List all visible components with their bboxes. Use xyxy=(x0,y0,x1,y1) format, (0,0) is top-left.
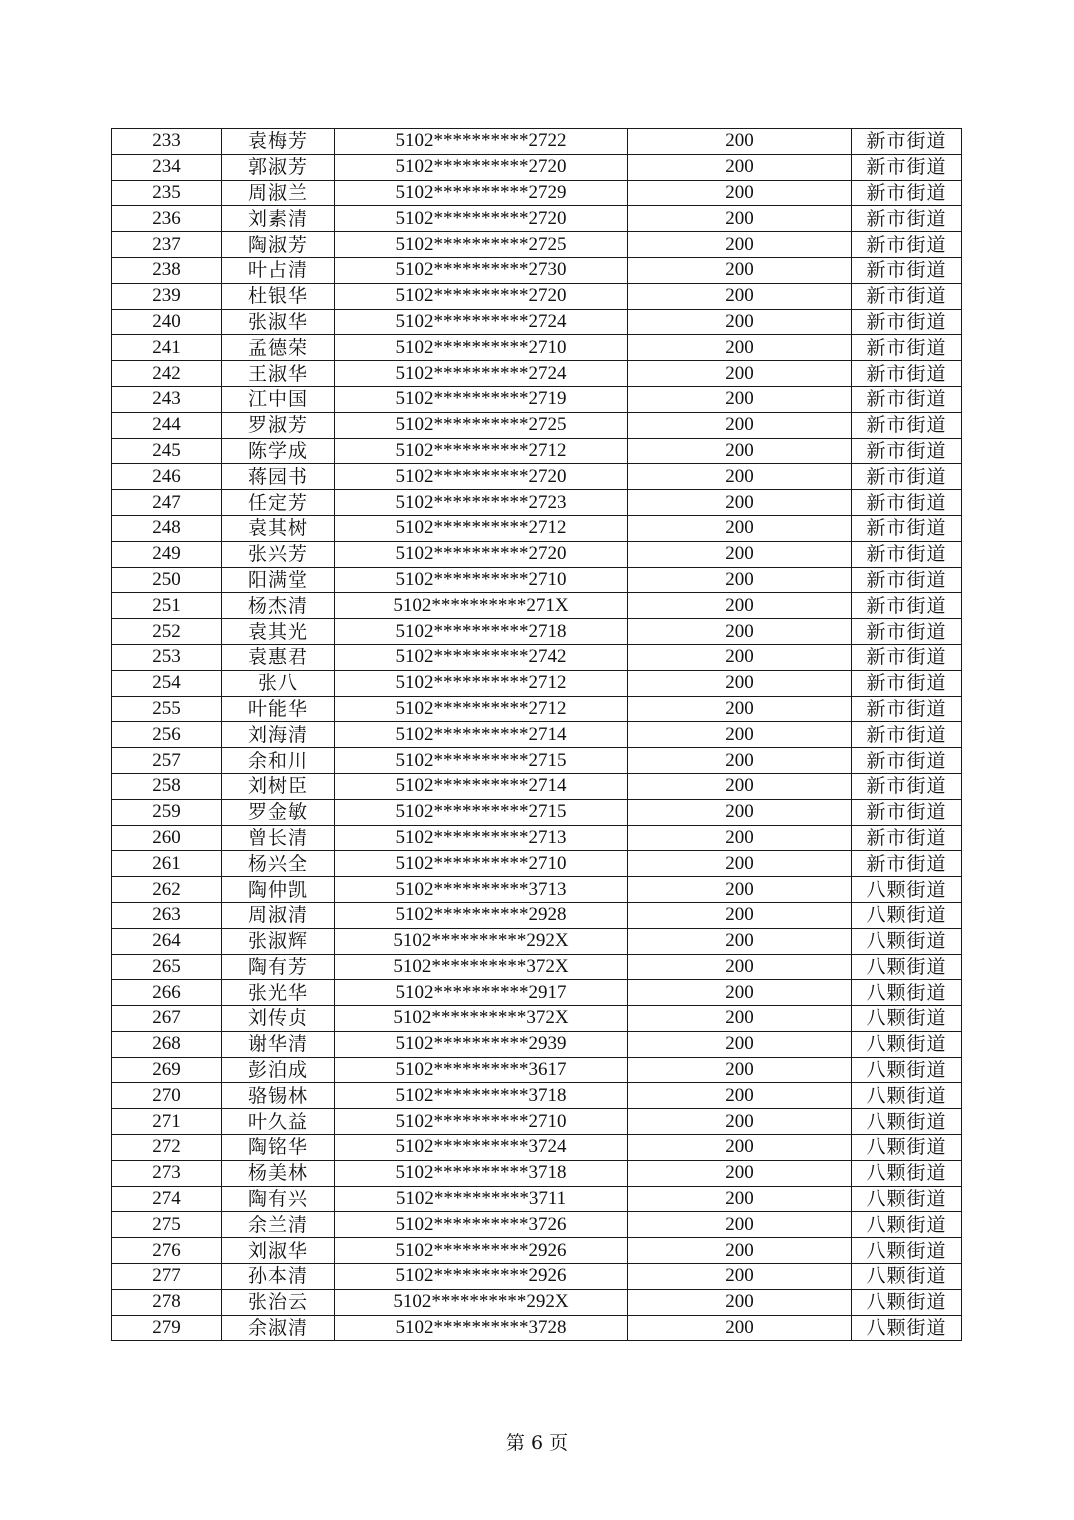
amount-cell: 200 xyxy=(628,309,852,335)
person-name-cell: 刘淑华 xyxy=(222,1238,335,1264)
id-number-cell: 5102**********2722 xyxy=(335,129,628,155)
person-name-cell: 张兴芳 xyxy=(222,541,335,567)
id-number-cell: 5102**********372X xyxy=(335,954,628,980)
id-number-cell: 5102**********2712 xyxy=(335,696,628,722)
street-area-cell: 八颗街道 xyxy=(852,928,962,954)
id-number-cell: 5102**********2712 xyxy=(335,670,628,696)
amount-cell: 200 xyxy=(628,490,852,516)
person-name-cell: 叶能华 xyxy=(222,696,335,722)
id-number-cell: 5102**********2719 xyxy=(335,386,628,412)
amount-cell: 200 xyxy=(628,361,852,387)
id-number-cell: 5102**********2714 xyxy=(335,773,628,799)
id-number-cell: 5102**********2729 xyxy=(335,180,628,206)
table-row xyxy=(112,773,962,799)
row-number-cell: 279 xyxy=(112,1315,222,1341)
table-row xyxy=(112,877,962,903)
id-number-cell: 5102**********2714 xyxy=(335,722,628,748)
table-row xyxy=(112,1212,962,1238)
street-area-cell: 八颗街道 xyxy=(852,980,962,1006)
person-name-cell: 罗金敏 xyxy=(222,799,335,825)
table-row xyxy=(112,180,962,206)
person-name-cell: 孙本清 xyxy=(222,1264,335,1290)
row-number-cell: 265 xyxy=(112,954,222,980)
amount-cell: 200 xyxy=(628,541,852,567)
id-number-cell: 5102**********3726 xyxy=(335,1212,628,1238)
street-area-cell: 新市街道 xyxy=(852,464,962,490)
amount-cell: 200 xyxy=(628,619,852,645)
person-name-cell: 叶占清 xyxy=(222,257,335,283)
person-name-cell: 杨美林 xyxy=(222,1160,335,1186)
person-name-cell: 张光华 xyxy=(222,980,335,1006)
person-name-cell: 袁梅芳 xyxy=(222,129,335,155)
street-area-cell: 八颗街道 xyxy=(852,1006,962,1032)
street-area-cell: 八颗街道 xyxy=(852,902,962,928)
row-number-cell: 255 xyxy=(112,696,222,722)
person-name-cell: 刘树臣 xyxy=(222,773,335,799)
id-number-cell: 5102**********2715 xyxy=(335,799,628,825)
id-number-cell: 5102**********2926 xyxy=(335,1238,628,1264)
table-row xyxy=(112,954,962,980)
street-area-cell: 八颗街道 xyxy=(852,1315,962,1341)
id-number-cell: 5102**********2720 xyxy=(335,206,628,232)
row-number-cell: 244 xyxy=(112,412,222,438)
table-row xyxy=(112,283,962,309)
row-number-cell: 252 xyxy=(112,619,222,645)
table-row xyxy=(112,232,962,258)
street-area-cell: 新市街道 xyxy=(852,799,962,825)
street-area-cell: 新市街道 xyxy=(852,335,962,361)
street-area-cell: 新市街道 xyxy=(852,644,962,670)
id-number-cell: 5102**********3718 xyxy=(335,1083,628,1109)
person-name-cell: 刘素清 xyxy=(222,206,335,232)
person-name-cell: 周淑清 xyxy=(222,902,335,928)
table-row xyxy=(112,567,962,593)
person-name-cell: 陶淑芳 xyxy=(222,232,335,258)
id-number-cell: 5102**********3728 xyxy=(335,1315,628,1341)
id-number-cell: 5102**********2917 xyxy=(335,980,628,1006)
amount-cell: 200 xyxy=(628,335,852,361)
id-number-cell: 5102**********2928 xyxy=(335,902,628,928)
row-number-cell: 234 xyxy=(112,154,222,180)
id-number-cell: 5102**********2720 xyxy=(335,464,628,490)
row-number-cell: 245 xyxy=(112,438,222,464)
street-area-cell: 新市街道 xyxy=(852,619,962,645)
street-area-cell: 八颗街道 xyxy=(852,877,962,903)
amount-cell: 200 xyxy=(628,232,852,258)
person-name-cell: 蒋园书 xyxy=(222,464,335,490)
street-area-cell: 新市街道 xyxy=(852,593,962,619)
id-number-cell: 5102**********3718 xyxy=(335,1160,628,1186)
table-row xyxy=(112,696,962,722)
amount-cell: 200 xyxy=(628,386,852,412)
table-row xyxy=(112,644,962,670)
table-row xyxy=(112,206,962,232)
id-number-cell: 5102**********2712 xyxy=(335,515,628,541)
street-area-cell: 新市街道 xyxy=(852,283,962,309)
row-number-cell: 269 xyxy=(112,1057,222,1083)
street-area-cell: 新市街道 xyxy=(852,206,962,232)
id-number-cell: 5102**********292X xyxy=(335,928,628,954)
row-number-cell: 254 xyxy=(112,670,222,696)
id-number-cell: 5102**********2742 xyxy=(335,644,628,670)
row-number-cell: 235 xyxy=(112,180,222,206)
table-row xyxy=(112,902,962,928)
row-number-cell: 276 xyxy=(112,1238,222,1264)
subsidy-roster-table xyxy=(111,128,962,1341)
table-row xyxy=(112,1109,962,1135)
amount-cell: 200 xyxy=(628,1315,852,1341)
row-number-cell: 242 xyxy=(112,361,222,387)
street-area-cell: 新市街道 xyxy=(852,825,962,851)
id-number-cell: 5102**********2712 xyxy=(335,438,628,464)
table-row xyxy=(112,154,962,180)
id-number-cell: 5102**********2713 xyxy=(335,825,628,851)
amount-cell: 200 xyxy=(628,257,852,283)
page-number: 第 6 页 xyxy=(505,1432,569,1454)
person-name-cell: 阳满堂 xyxy=(222,567,335,593)
amount-cell: 200 xyxy=(628,1212,852,1238)
row-number-cell: 243 xyxy=(112,386,222,412)
table-row xyxy=(112,1160,962,1186)
person-name-cell: 杨兴全 xyxy=(222,851,335,877)
street-area-cell: 新市街道 xyxy=(852,386,962,412)
table-row xyxy=(112,309,962,335)
table-row xyxy=(112,928,962,954)
person-name-cell: 余淑清 xyxy=(222,1315,335,1341)
amount-cell: 200 xyxy=(628,1109,852,1135)
table-row xyxy=(112,257,962,283)
amount-cell: 200 xyxy=(628,464,852,490)
amount-cell: 200 xyxy=(628,1083,852,1109)
person-name-cell: 陶铭华 xyxy=(222,1135,335,1161)
person-name-cell: 袁其光 xyxy=(222,619,335,645)
table-row xyxy=(112,1238,962,1264)
street-area-cell: 新市街道 xyxy=(852,361,962,387)
row-number-cell: 240 xyxy=(112,309,222,335)
row-number-cell: 239 xyxy=(112,283,222,309)
row-number-cell: 247 xyxy=(112,490,222,516)
id-number-cell: 5102**********2724 xyxy=(335,361,628,387)
row-number-cell: 262 xyxy=(112,877,222,903)
street-area-cell: 八颗街道 xyxy=(852,1160,962,1186)
row-number-cell: 264 xyxy=(112,928,222,954)
id-number-cell: 5102**********2730 xyxy=(335,257,628,283)
person-name-cell: 谢华清 xyxy=(222,1031,335,1057)
person-name-cell: 张淑华 xyxy=(222,309,335,335)
table-row xyxy=(112,129,962,155)
row-number-cell: 271 xyxy=(112,1109,222,1135)
street-area-cell: 新市街道 xyxy=(852,851,962,877)
table-row xyxy=(112,541,962,567)
street-area-cell: 新市街道 xyxy=(852,309,962,335)
amount-cell: 200 xyxy=(628,567,852,593)
table-row xyxy=(112,619,962,645)
id-number-cell: 5102**********2725 xyxy=(335,232,628,258)
person-name-cell: 余兰清 xyxy=(222,1212,335,1238)
table-row xyxy=(112,490,962,516)
street-area-cell: 八颗街道 xyxy=(852,1264,962,1290)
amount-cell: 200 xyxy=(628,954,852,980)
person-name-cell: 刘海清 xyxy=(222,722,335,748)
id-number-cell: 5102**********2710 xyxy=(335,851,628,877)
person-name-cell: 周淑兰 xyxy=(222,180,335,206)
table-row xyxy=(112,438,962,464)
table-row xyxy=(112,1031,962,1057)
table-row xyxy=(112,515,962,541)
person-name-cell: 陶仲凯 xyxy=(222,877,335,903)
amount-cell: 200 xyxy=(628,438,852,464)
id-number-cell: 5102**********372X xyxy=(335,1006,628,1032)
id-number-cell: 5102**********2724 xyxy=(335,309,628,335)
row-number-cell: 273 xyxy=(112,1160,222,1186)
person-name-cell: 曾长清 xyxy=(222,825,335,851)
row-number-cell: 274 xyxy=(112,1186,222,1212)
amount-cell: 200 xyxy=(628,154,852,180)
person-name-cell: 叶久益 xyxy=(222,1109,335,1135)
street-area-cell: 新市街道 xyxy=(852,129,962,155)
person-name-cell: 江中国 xyxy=(222,386,335,412)
id-number-cell: 5102**********271X xyxy=(335,593,628,619)
street-area-cell: 新市街道 xyxy=(852,232,962,258)
table-row xyxy=(112,1057,962,1083)
street-area-cell: 新市街道 xyxy=(852,490,962,516)
id-number-cell: 5102**********2723 xyxy=(335,490,628,516)
id-number-cell: 5102**********2710 xyxy=(335,1109,628,1135)
table-row xyxy=(112,412,962,438)
id-number-cell: 5102**********292X xyxy=(335,1289,628,1315)
street-area-cell: 新市街道 xyxy=(852,773,962,799)
street-area-cell: 新市街道 xyxy=(852,541,962,567)
person-name-cell: 彭泊成 xyxy=(222,1057,335,1083)
amount-cell: 200 xyxy=(628,1238,852,1264)
id-number-cell: 5102**********2939 xyxy=(335,1031,628,1057)
table-row xyxy=(112,1264,962,1290)
street-area-cell: 八颗街道 xyxy=(852,1186,962,1212)
street-area-cell: 新市街道 xyxy=(852,567,962,593)
amount-cell: 200 xyxy=(628,1057,852,1083)
table-row xyxy=(112,851,962,877)
table-row xyxy=(112,980,962,1006)
table-row xyxy=(112,1186,962,1212)
table-row xyxy=(112,1006,962,1032)
amount-cell: 200 xyxy=(628,722,852,748)
row-number-cell: 249 xyxy=(112,541,222,567)
amount-cell: 200 xyxy=(628,980,852,1006)
table-row xyxy=(112,361,962,387)
table-row xyxy=(112,1135,962,1161)
row-number-cell: 261 xyxy=(112,851,222,877)
amount-cell: 200 xyxy=(628,1160,852,1186)
row-number-cell: 272 xyxy=(112,1135,222,1161)
row-number-cell: 233 xyxy=(112,129,222,155)
amount-cell: 200 xyxy=(628,593,852,619)
street-area-cell: 八颗街道 xyxy=(852,1083,962,1109)
row-number-cell: 259 xyxy=(112,799,222,825)
amount-cell: 200 xyxy=(628,902,852,928)
id-number-cell: 5102**********2720 xyxy=(335,154,628,180)
amount-cell: 200 xyxy=(628,1006,852,1032)
row-number-cell: 263 xyxy=(112,902,222,928)
id-number-cell: 5102**********2710 xyxy=(335,567,628,593)
person-name-cell: 张八 xyxy=(222,670,335,696)
street-area-cell: 八颗街道 xyxy=(852,1109,962,1135)
id-number-cell: 5102**********2710 xyxy=(335,335,628,361)
row-number-cell: 267 xyxy=(112,1006,222,1032)
amount-cell: 200 xyxy=(628,799,852,825)
amount-cell: 200 xyxy=(628,644,852,670)
id-number-cell: 5102**********3711 xyxy=(335,1186,628,1212)
row-number-cell: 256 xyxy=(112,722,222,748)
row-number-cell: 253 xyxy=(112,644,222,670)
table-row xyxy=(112,1315,962,1341)
street-area-cell: 八颗街道 xyxy=(852,1135,962,1161)
street-area-cell: 新市街道 xyxy=(852,722,962,748)
person-name-cell: 袁惠君 xyxy=(222,644,335,670)
person-name-cell: 孟德荣 xyxy=(222,335,335,361)
person-name-cell: 杨杰清 xyxy=(222,593,335,619)
id-number-cell: 5102**********2720 xyxy=(335,541,628,567)
row-number-cell: 278 xyxy=(112,1289,222,1315)
amount-cell: 200 xyxy=(628,670,852,696)
id-number-cell: 5102**********2725 xyxy=(335,412,628,438)
id-number-cell: 5102**********2715 xyxy=(335,748,628,774)
person-name-cell: 陈学成 xyxy=(222,438,335,464)
row-number-cell: 246 xyxy=(112,464,222,490)
amount-cell: 200 xyxy=(628,748,852,774)
id-number-cell: 5102**********2926 xyxy=(335,1264,628,1290)
person-name-cell: 袁其树 xyxy=(222,515,335,541)
person-name-cell: 张淑辉 xyxy=(222,928,335,954)
table-row xyxy=(112,825,962,851)
street-area-cell: 新市街道 xyxy=(852,154,962,180)
street-area-cell: 新市街道 xyxy=(852,515,962,541)
amount-cell: 200 xyxy=(628,1264,852,1290)
id-number-cell: 5102**********2718 xyxy=(335,619,628,645)
amount-cell: 200 xyxy=(628,1289,852,1315)
id-number-cell: 5102**********3617 xyxy=(335,1057,628,1083)
amount-cell: 200 xyxy=(628,877,852,903)
amount-cell: 200 xyxy=(628,283,852,309)
table-row xyxy=(112,799,962,825)
person-name-cell: 杜银华 xyxy=(222,283,335,309)
amount-cell: 200 xyxy=(628,515,852,541)
row-number-cell: 248 xyxy=(112,515,222,541)
amount-cell: 200 xyxy=(628,180,852,206)
table-row xyxy=(112,1083,962,1109)
person-name-cell: 陶有芳 xyxy=(222,954,335,980)
person-name-cell: 罗淑芳 xyxy=(222,412,335,438)
table-row xyxy=(112,748,962,774)
row-number-cell: 238 xyxy=(112,257,222,283)
person-name-cell: 陶有兴 xyxy=(222,1186,335,1212)
table-row xyxy=(112,335,962,361)
person-name-cell: 王淑华 xyxy=(222,361,335,387)
street-area-cell: 八颗街道 xyxy=(852,1238,962,1264)
street-area-cell: 八颗街道 xyxy=(852,1212,962,1238)
person-name-cell: 余和川 xyxy=(222,748,335,774)
street-area-cell: 八颗街道 xyxy=(852,1031,962,1057)
street-area-cell: 新市街道 xyxy=(852,696,962,722)
row-number-cell: 260 xyxy=(112,825,222,851)
row-number-cell: 237 xyxy=(112,232,222,258)
street-area-cell: 新市街道 xyxy=(852,180,962,206)
street-area-cell: 新市街道 xyxy=(852,412,962,438)
table-row xyxy=(112,386,962,412)
street-area-cell: 八颗街道 xyxy=(852,1057,962,1083)
street-area-cell: 八颗街道 xyxy=(852,1289,962,1315)
person-name-cell: 任定芳 xyxy=(222,490,335,516)
row-number-cell: 270 xyxy=(112,1083,222,1109)
street-area-cell: 新市街道 xyxy=(852,748,962,774)
street-area-cell: 新市街道 xyxy=(852,670,962,696)
row-number-cell: 268 xyxy=(112,1031,222,1057)
amount-cell: 200 xyxy=(628,696,852,722)
id-number-cell: 5102**********2720 xyxy=(335,283,628,309)
amount-cell: 200 xyxy=(628,928,852,954)
table-row xyxy=(112,670,962,696)
table-row xyxy=(112,722,962,748)
row-number-cell: 236 xyxy=(112,206,222,232)
person-name-cell: 骆锡林 xyxy=(222,1083,335,1109)
id-number-cell: 5102**********3713 xyxy=(335,877,628,903)
amount-cell: 200 xyxy=(628,1031,852,1057)
amount-cell: 200 xyxy=(628,206,852,232)
row-number-cell: 277 xyxy=(112,1264,222,1290)
person-name-cell: 张治云 xyxy=(222,1289,335,1315)
row-number-cell: 275 xyxy=(112,1212,222,1238)
person-name-cell: 刘传贞 xyxy=(222,1006,335,1032)
street-area-cell: 新市街道 xyxy=(852,438,962,464)
person-name-cell: 郭淑芳 xyxy=(222,154,335,180)
roster-body xyxy=(112,129,962,1341)
table-row xyxy=(112,1289,962,1315)
street-area-cell: 八颗街道 xyxy=(852,954,962,980)
id-number-cell: 5102**********3724 xyxy=(335,1135,628,1161)
row-number-cell: 251 xyxy=(112,593,222,619)
amount-cell: 200 xyxy=(628,1135,852,1161)
street-area-cell: 新市街道 xyxy=(852,257,962,283)
amount-cell: 200 xyxy=(628,1186,852,1212)
row-number-cell: 266 xyxy=(112,980,222,1006)
amount-cell: 200 xyxy=(628,825,852,851)
table-row xyxy=(112,464,962,490)
amount-cell: 200 xyxy=(628,412,852,438)
amount-cell: 200 xyxy=(628,129,852,155)
row-number-cell: 250 xyxy=(112,567,222,593)
row-number-cell: 258 xyxy=(112,773,222,799)
amount-cell: 200 xyxy=(628,773,852,799)
table-row xyxy=(112,593,962,619)
row-number-cell: 241 xyxy=(112,335,222,361)
amount-cell: 200 xyxy=(628,851,852,877)
row-number-cell: 257 xyxy=(112,748,222,774)
